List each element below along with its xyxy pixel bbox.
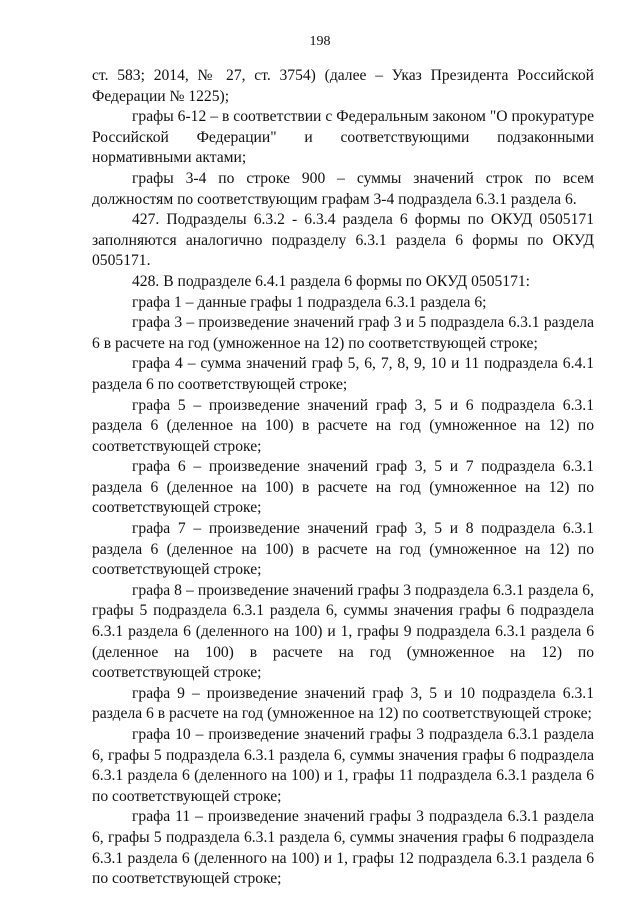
paragraph-grafa-11: графа 11 – произведение значений графы 3 подраздела 6.3.1 раздела 6, графы 5 подраздела 6.3.1 раздела 6, суммы значения графы 6 подраздела 6.3.1 раздела 6 (деленного на 100) и 1, графы 12 подраздела 6.3.1 раздела 6 по соответствующей строке; xyxy=(92,808,594,888)
paragraph-grafa-10: графа 10 – произведение значений графы 3 подраздела 6.3.1 раздела 6, графы 5 подраздела 6.3.1 раздела 6, суммы значения графы 6 подраздела 6.3.1 раздела 6 (деленного на 100) и 1, графы 11 подраздела 6.3.1 раздела 6 по соответствующей строке; xyxy=(92,726,594,805)
paragraph-grafa-6: графа 6 – произведение значений граф 3, 5 и 7 подраздела 6.3.1 раздела 6 (деленное на 100) в расчете на год (умноженное на 12) по соответствующей строке; xyxy=(92,458,594,517)
paragraph-grafy-6-12: графы 6-12 – в соответствии с Федеральным законом "О прокуратуре Российской Федерации" и соответствующими подзаконными нормативными актами; xyxy=(92,108,594,167)
paragraph-grafa-4: графа 4 – сумма значений граф 5, 6, 7, 8, 9, 10 и 11 подраздела 6.4.1 раздела 6 по соответствующей строке; xyxy=(92,355,594,393)
paragraph-428: 428. В подразделе 6.4.1 раздела 6 формы по ОКУД 0505171: xyxy=(132,272,531,290)
paragraph-grafy-3-4: графы 3-4 по строке 900 – суммы значений строк по всем должностям по соответствующим графам 3-4 подраздела 6.3.1 раздела 6. xyxy=(92,169,594,208)
page-number: 198 xyxy=(309,34,331,49)
paragraph-grafa-7: графа 7 – произведение значений граф 3, 5 и 8 подраздела 6.3.1 раздела 6 (деленное на 100) в расчете на год (умноженное на 12) по соответствующей строке; xyxy=(92,520,594,579)
paragraph-grafa-1: графа 1 – данные графы 1 подраздела 6.3.1 раздела 6; xyxy=(132,293,487,311)
paragraph-grafa-9: графа 9 – произведение значений граф 3, 5 и 10 подраздела 6.3.1 раздела 6 в расчете на год (умноженное на 12) по соответствующей строке; xyxy=(92,684,594,723)
document-body xyxy=(92,66,594,890)
paragraph-427: 427. Подразделы 6.3.2 - 6.3.4 раздела 6 формы по ОКУД 0505171 заполняются аналогично подразделу 6.3.1 раздела 6 формы по ОКУД 0505171. xyxy=(92,211,594,270)
paragraph-grafa-3: графа 3 – произведение значений граф 3 и 5 подраздела 6.3.1 раздела 6 в расчете на год (умноженное на 12) по соответствующей строке; xyxy=(92,314,594,352)
paragraph-continuation: ст. 583; 2014, № 27, ст. 3754) (далее – Указ Президента Российской Федерации № 1225); xyxy=(92,67,594,105)
paragraph-grafa-5: графа 5 – произведение значений граф 3, 5 и 6 подраздела 6.3.1 раздела 6 (деленное на 100) в расчете на год (умноженное на 12) по соответствующей строке; xyxy=(92,396,594,455)
paragraph-grafa-8: графа 8 – произведение значений графы 3 подраздела 6.3.1 раздела 6, графы 5 подраздела 6.3.1 раздела 6, суммы значения графы 6 подраздела 6.3.1 раздела 6 (деленного на 100) и 1, графы 9 подраздела 6.3.1 раздела 6 (деленное на 100) в расчете на год (умноженное на 12) по соответствующей строке; xyxy=(92,581,594,682)
